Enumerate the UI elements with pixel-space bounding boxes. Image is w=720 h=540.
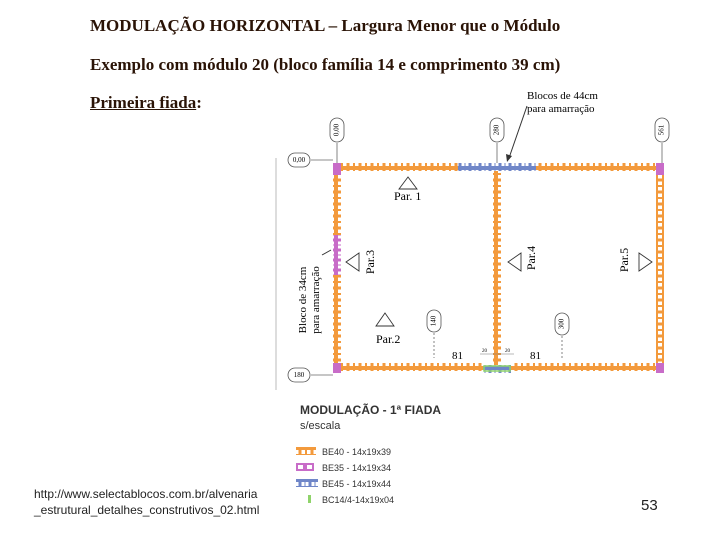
coord-label: 561 xyxy=(657,124,666,136)
wall-bottom-right xyxy=(511,363,664,371)
coord-marker-0-top xyxy=(330,118,344,163)
dimension-81-left: 81 xyxy=(452,350,463,362)
source-url-line2: _estrutural_detalhes_construtivos_02.html xyxy=(34,503,260,517)
callout-top-arrow xyxy=(509,106,527,158)
label-par5: Par.5 xyxy=(617,247,631,273)
callout-top-line2: para amarração xyxy=(527,103,595,115)
wall-right xyxy=(656,175,664,371)
coord-label: 300 xyxy=(557,318,566,330)
callout-left-arrow xyxy=(322,250,331,255)
source-url-line1: http://www.selectablocos.com.br/alvenaria xyxy=(34,487,258,501)
wall-top-left xyxy=(333,163,458,171)
corner-block-top-right xyxy=(656,163,664,175)
legend-scale: s/escala xyxy=(300,420,341,432)
legend-swatch-be45 xyxy=(296,479,318,487)
legend-item-bc14 xyxy=(308,495,394,505)
dimension-81-right: 81 xyxy=(530,350,541,362)
coord-marker-300 xyxy=(555,313,569,358)
corner-block-top-left xyxy=(333,163,341,175)
page-number: 53 xyxy=(641,497,658,514)
wall-marker-par5 xyxy=(639,253,652,271)
legend-item-be40 xyxy=(296,447,391,457)
legend-title: MODULAÇÃO - 1ª FIADA xyxy=(300,403,442,417)
section-heading-colon: : xyxy=(196,93,202,112)
wall-middle xyxy=(493,171,501,366)
coord-label: 0,00 xyxy=(332,123,341,137)
wall-left-upper xyxy=(333,175,341,235)
wall-marker-par3 xyxy=(346,253,359,271)
coord-marker-0-left xyxy=(288,153,333,167)
coord-label: 180 xyxy=(293,371,305,380)
wall-marker-par2 xyxy=(376,313,394,326)
callout-left-line2: para amarração xyxy=(310,266,322,334)
legend-item-be45 xyxy=(296,479,391,489)
callout-top-line1: Blocos de 44cm xyxy=(527,90,598,102)
coord-marker-180 xyxy=(288,368,333,382)
coord-label: 140 xyxy=(429,315,438,327)
legend-swatch-be40 xyxy=(296,447,316,455)
coord-label: 0,00 xyxy=(292,156,306,165)
coord-label: 280 xyxy=(492,124,501,136)
slide-title: MODULAÇÃO HORIZONTAL – Largura Menor que o Módulo xyxy=(90,16,561,35)
wall-top-44cm-blocks xyxy=(458,163,536,171)
wall-marker-par1 xyxy=(399,177,417,189)
legend-label-be35: BE35 - 14x19x34 xyxy=(322,463,392,473)
wall-top-right xyxy=(536,163,664,171)
label-par4: Par.4 xyxy=(524,245,538,271)
dimension-20-left: 20 xyxy=(482,349,487,354)
label-par3: Par.3 xyxy=(363,249,377,275)
legend-label-bc14: BC14/4-14x19x04 xyxy=(322,495,395,505)
corner-block-bottom-left xyxy=(333,363,341,373)
coord-marker-140 xyxy=(427,310,441,358)
callout-top-arrowhead xyxy=(506,154,512,162)
label-par1: Par. 1 xyxy=(394,189,422,203)
corner-block-bottom-right xyxy=(656,363,664,373)
legend-item-be35 xyxy=(296,463,391,473)
callout-left-line1: Bloco de 34cm xyxy=(297,266,309,334)
wall-left-lower xyxy=(333,275,341,371)
slide-subtitle: Exemplo com módulo 20 (bloco família 14 e comprimento 39 cm) xyxy=(90,55,561,74)
legend-label-be45: BE45 - 14x19x44 xyxy=(322,479,392,489)
label-par2: Par.2 xyxy=(376,332,401,346)
source-url[interactable] xyxy=(34,486,259,518)
wall-left-34cm-blocks xyxy=(333,235,341,275)
dimension-20-right: 20 xyxy=(505,349,510,354)
coord-marker-280 xyxy=(490,118,504,163)
coord-marker-561 xyxy=(655,118,669,163)
legend-label-be40: BE40 - 14x19x39 xyxy=(322,447,392,457)
legend-swatch-bc14 xyxy=(308,495,311,503)
wall-bottom-left xyxy=(333,363,483,371)
section-heading-label: Primeira fiada xyxy=(90,93,197,112)
wall-marker-par4 xyxy=(508,253,521,271)
